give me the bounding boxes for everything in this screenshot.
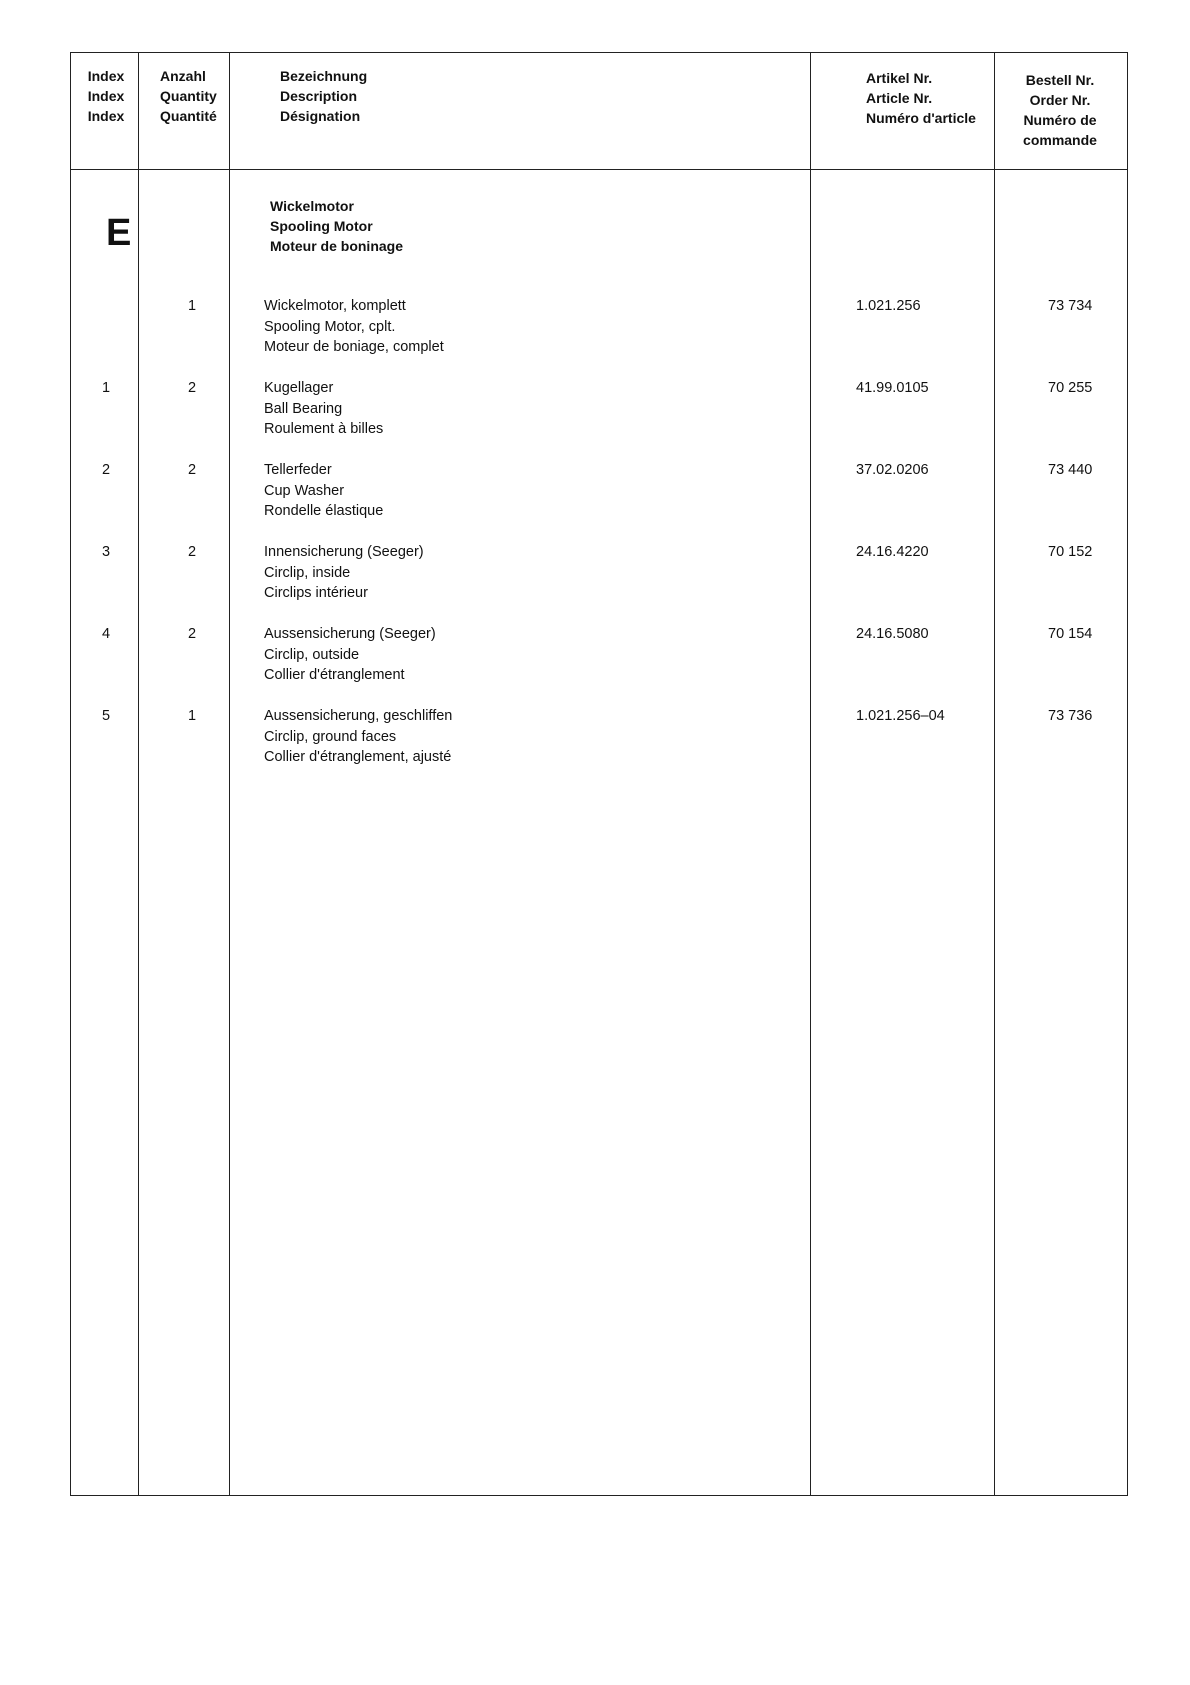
parts-table bbox=[70, 52, 1128, 1496]
row-article-number: 41.99.0105 bbox=[856, 380, 929, 396]
row-description: Tellerfeder Cup Washer Rondelle élastique bbox=[264, 462, 384, 519]
row-quantity: 2 bbox=[188, 544, 197, 560]
header-divider bbox=[70, 169, 1128, 170]
row-quantity: 1 bbox=[188, 708, 197, 724]
row-quantity: 1 bbox=[188, 298, 197, 314]
row-quantity: 2 bbox=[188, 626, 197, 642]
row-article-number: 24.16.4220 bbox=[856, 544, 929, 560]
header-article: Artikel Nr. Article Nr. Numéro d'article bbox=[866, 70, 976, 126]
table-border-top bbox=[70, 52, 1128, 53]
row-description: Aussensicherung, geschliffen Circlip, ground faces Collier d'étranglement, ajusté bbox=[264, 708, 453, 765]
row-quantity: 2 bbox=[188, 462, 197, 478]
row-order-number: 70 152 bbox=[1048, 544, 1093, 560]
section-letter: E bbox=[106, 212, 132, 254]
row-description: Aussensicherung (Seeger) Circlip, outside Collier d'étranglement bbox=[264, 626, 436, 683]
table-row bbox=[70, 378, 1128, 448]
row-article-number: 37.02.0206 bbox=[856, 462, 929, 478]
row-index: 4 bbox=[102, 626, 111, 642]
table-row bbox=[70, 460, 1128, 530]
row-description: Kugellager Ball Bearing Roulement à billes bbox=[264, 380, 384, 437]
row-article-number: 24.16.5080 bbox=[856, 626, 929, 642]
row-order-number: 70 255 bbox=[1048, 380, 1093, 396]
header-index: Index Index Index bbox=[87, 68, 125, 124]
section-title: Wickelmotor Spooling Motor Moteur de boninage bbox=[270, 198, 403, 254]
row-order-number: 70 154 bbox=[1048, 626, 1093, 642]
table-row bbox=[70, 624, 1128, 694]
row-index: 3 bbox=[102, 544, 111, 560]
header-quantity: Anzahl Quantity Quantité bbox=[160, 68, 217, 124]
table-border-bottom bbox=[70, 1495, 1128, 1496]
row-description: Innensicherung (Seeger) Circlip, inside Circlips intérieur bbox=[264, 544, 424, 601]
row-article-number: 1.021.256 bbox=[856, 298, 921, 314]
row-index: 2 bbox=[102, 462, 111, 478]
table-row bbox=[70, 706, 1128, 776]
header-order: Bestell Nr. Order Nr. Numéro de commande bbox=[1023, 72, 1097, 148]
table-row bbox=[70, 542, 1128, 612]
row-index: 1 bbox=[102, 380, 111, 396]
row-index: 5 bbox=[102, 708, 111, 724]
row-order-number: 73 440 bbox=[1048, 462, 1093, 478]
row-quantity: 2 bbox=[188, 380, 197, 396]
row-order-number: 73 734 bbox=[1048, 298, 1093, 314]
row-order-number: 73 736 bbox=[1048, 708, 1093, 724]
table-row bbox=[70, 296, 1128, 366]
row-article-number: 1.021.256–04 bbox=[856, 708, 945, 724]
header-description: Bezeichnung Description Désignation bbox=[280, 68, 368, 124]
row-description: Wickelmotor, komplett Spooling Motor, cplt. Moteur de boniage, complet bbox=[264, 298, 444, 355]
